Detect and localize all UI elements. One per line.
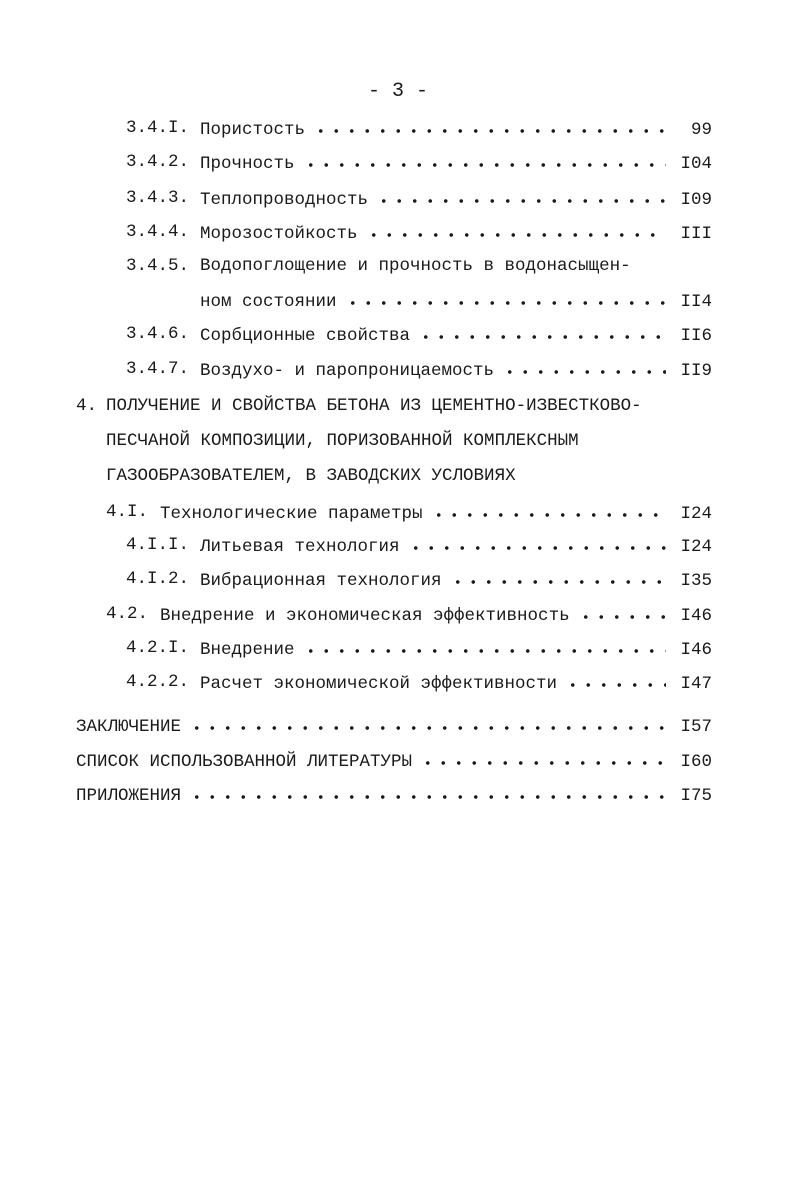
entry-page: I09	[680, 190, 712, 210]
toc-row	[200, 670, 712, 694]
entry-title: ПОЛУЧЕНИЕ И СВОЙСТВА БЕТОНА ИЗ ЦЕМЕНТНО-ИЗВЕСТКОВО-	[106, 396, 642, 416]
entry-page: III	[680, 224, 712, 244]
entry-number: 3.4.I.	[126, 118, 190, 138]
entry-number: 3.4.7.	[126, 359, 190, 379]
entry-number: 3.4.5.	[126, 256, 190, 276]
entry-number: 3.4.4.	[126, 222, 190, 242]
toc-row	[200, 567, 712, 591]
entry-title: Пористость	[200, 120, 306, 140]
entry-title: ном состоянии	[200, 292, 337, 312]
toc-row	[160, 500, 712, 524]
toc-row	[200, 636, 712, 660]
entry-title: Сорбционные свойства	[200, 326, 411, 346]
entry-number: 4.2.2.	[126, 672, 190, 692]
entry-number: 4.I.I.	[126, 535, 190, 555]
entry-page: I35	[680, 571, 712, 591]
toc-row	[200, 150, 712, 174]
entry-title: Вибрационная технология	[200, 571, 442, 591]
entry-title: Теплопроводность	[200, 190, 369, 210]
dot-leader	[420, 758, 666, 768]
entry-page: I24	[680, 537, 712, 557]
entry-title: Воздухо- и паропроницаемость	[200, 361, 495, 381]
page-number: - 3 -	[367, 80, 428, 103]
entry-page: I60	[680, 752, 712, 772]
dot-leader	[189, 723, 666, 733]
entry-page: I75	[680, 786, 712, 806]
toc-row	[76, 748, 712, 772]
entry-title: ПЕСЧАНОЙ КОМПОЗИЦИИ, ПОРИЗОВАННОЙ КОМПЛЕКСНЫМ	[106, 431, 579, 451]
entry-number: 4.2.	[106, 604, 149, 624]
entry-title: ЗАКЛЮЧЕНИЕ	[76, 717, 182, 737]
dot-leader	[502, 367, 666, 377]
dot-leader	[450, 577, 666, 587]
entry-number: 3.4.2.	[126, 152, 190, 172]
entry-number: 4.	[76, 396, 98, 416]
toc-row	[160, 602, 712, 626]
entry-number: 4.I.	[106, 502, 149, 522]
entry-page: II9	[680, 361, 712, 381]
entry-title: СПИСОК ИСПОЛЬЗОВАННОЙ ЛИТЕРАТУРЫ	[76, 752, 413, 772]
entry-title: Внедрение и экономическая эффективность	[160, 606, 570, 626]
entry-title: Технологические параметры	[160, 504, 423, 524]
dot-leader	[189, 792, 666, 802]
toc-row	[200, 220, 712, 244]
toc-row	[200, 288, 712, 312]
entry-page: I04	[680, 154, 712, 174]
dot-leader	[431, 510, 666, 520]
entry-page: I47	[680, 674, 712, 694]
entry-number: 4.2.I.	[126, 638, 190, 658]
entry-number: 3.4.3.	[126, 188, 190, 208]
entry-title: Литьевая технология	[200, 537, 400, 557]
toc-row	[200, 533, 712, 557]
toc-row	[200, 322, 712, 346]
entry-page: I46	[680, 640, 712, 660]
dot-leader	[565, 680, 666, 690]
entry-title: Внедрение	[200, 640, 295, 660]
entry-title: ПРИЛОЖЕНИЯ	[76, 786, 182, 806]
toc-row	[76, 713, 712, 737]
entry-page: I46	[680, 606, 712, 626]
entry-page: I24	[680, 504, 712, 524]
toc-row	[200, 357, 712, 381]
entry-title: ГАЗООБРАЗОВАТЕЛЕМ, В ЗАВОДСКИХ УСЛОВИЯХ	[106, 466, 516, 486]
entry-title: Расчет экономической эффективности	[200, 674, 558, 694]
dot-leader	[578, 612, 666, 622]
entry-title: Водопоглощение и прочность в водонасыщен-	[200, 256, 631, 276]
entry-title: Морозостойкость	[200, 224, 358, 244]
toc-row	[76, 782, 712, 806]
entry-title: Прочность	[200, 154, 295, 174]
dot-leader	[376, 196, 666, 206]
entry-page: II6	[680, 326, 712, 346]
entry-number: 4.I.2.	[126, 569, 190, 589]
dot-leader	[366, 230, 666, 240]
entry-page: II4	[680, 292, 712, 312]
entry-page: I57	[680, 717, 712, 737]
entry-page: 99	[690, 120, 712, 140]
dot-leader	[408, 543, 666, 553]
toc-row	[200, 116, 712, 140]
dot-leader	[345, 298, 666, 308]
dot-leader	[418, 332, 666, 342]
dot-leader	[303, 646, 666, 656]
dot-leader	[303, 160, 666, 170]
entry-number: 3.4.6.	[126, 324, 190, 344]
toc-row	[200, 186, 712, 210]
dot-leader	[313, 126, 666, 136]
